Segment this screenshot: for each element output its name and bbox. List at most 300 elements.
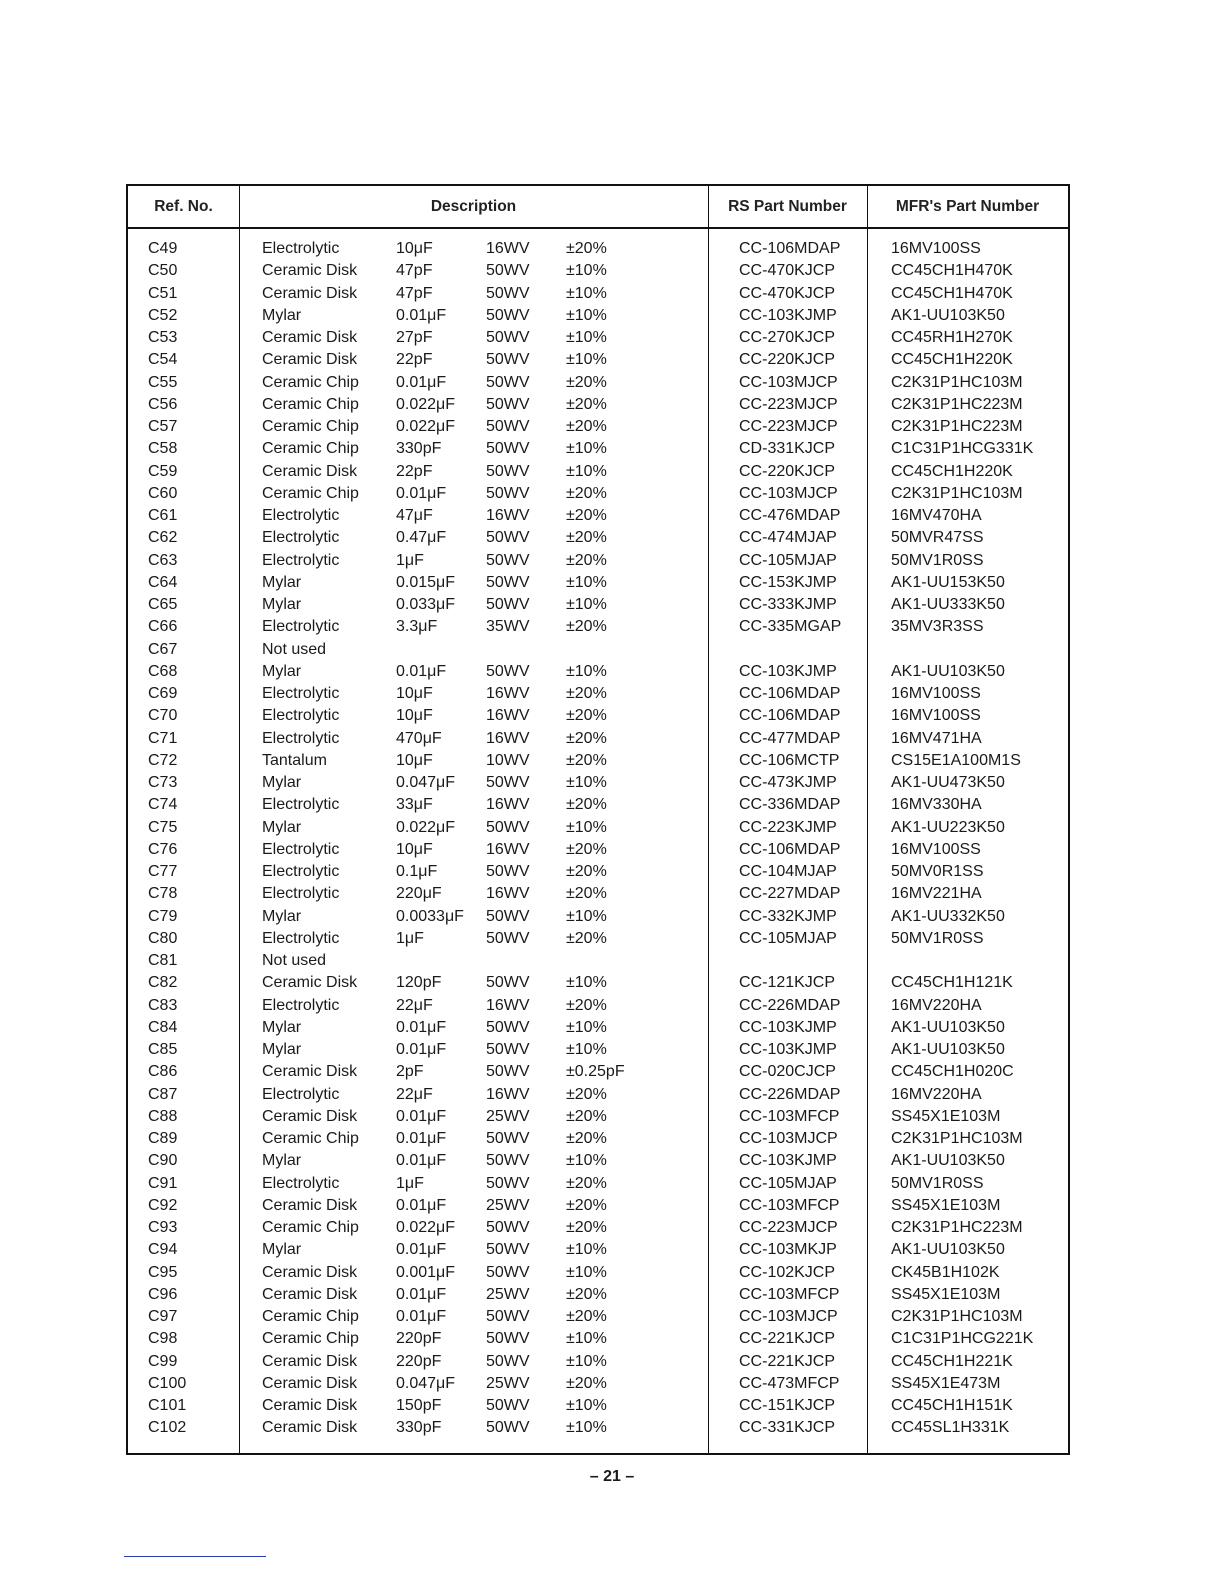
rs-part-number: CC-332KJMP bbox=[739, 907, 837, 925]
ref-no: C94 bbox=[148, 1241, 178, 1259]
table-row bbox=[128, 839, 1068, 861]
description-voltage: 50WV bbox=[486, 284, 530, 302]
description-type: Ceramic Disk bbox=[262, 329, 358, 346]
mfr-part-number: CS15E1A100M1S bbox=[891, 751, 1021, 769]
description-voltage: 16WV bbox=[486, 840, 530, 858]
rs-part-number: CC-335MGAP bbox=[739, 618, 842, 636]
mfr-part-number: AK1-UU103K50 bbox=[891, 306, 1005, 324]
description-type: Ceramic Chip bbox=[262, 1219, 359, 1236]
description-type: Not used bbox=[262, 640, 327, 658]
ref-no: C54 bbox=[148, 351, 178, 369]
description-voltage: 50WV bbox=[486, 1352, 530, 1370]
mfr-part-number: CC45CH1H220K bbox=[891, 351, 1013, 369]
rs-part-number: CC-102KJCP bbox=[739, 1263, 836, 1281]
table-row bbox=[128, 438, 1068, 460]
mfr-part-number: 16MV470HA bbox=[891, 507, 982, 524]
description-value: 0.001μF bbox=[396, 1263, 456, 1281]
ref-no: C79 bbox=[148, 907, 178, 925]
ref-no: C70 bbox=[148, 707, 178, 725]
rs-part-number: CC-470KJCP bbox=[739, 284, 836, 302]
description-tolerance: ±10% bbox=[566, 974, 607, 992]
description-tolerance: ±20% bbox=[566, 863, 607, 880]
description-voltage: 16WV bbox=[486, 707, 530, 725]
ref-no: C77 bbox=[148, 863, 178, 880]
description-tolerance: ±10% bbox=[566, 329, 607, 346]
ref-no: C93 bbox=[148, 1219, 178, 1236]
description-tolerance: ±20% bbox=[566, 707, 607, 725]
description-type: Ceramic Chip bbox=[262, 418, 359, 435]
description-voltage: 16WV bbox=[486, 1085, 530, 1103]
rs-part-number: CC-473MFCP bbox=[739, 1374, 840, 1392]
description-type: Ceramic Disk bbox=[262, 1285, 358, 1303]
rs-part-number: CC-473KJMP bbox=[739, 774, 837, 791]
ref-no: C66 bbox=[148, 618, 178, 636]
table-row bbox=[128, 1195, 1068, 1217]
description-type: Mylar bbox=[262, 1041, 302, 1058]
description-tolerance: ±10% bbox=[566, 1419, 607, 1437]
table-row bbox=[128, 1306, 1068, 1328]
description-type: Electrolytic bbox=[262, 840, 340, 858]
description-voltage: 50WV bbox=[486, 306, 530, 324]
rs-part-number: CC-106MDAP bbox=[739, 685, 841, 702]
description-tolerance: ±20% bbox=[566, 885, 607, 903]
header-divider bbox=[128, 227, 1068, 229]
mfr-part-number: SS45X1E103M bbox=[891, 1196, 1001, 1214]
rs-part-number: CC-106MDAP bbox=[739, 707, 841, 725]
mfr-part-number: CC45RH1H270K bbox=[891, 329, 1013, 346]
table-row bbox=[128, 483, 1068, 505]
rs-part-number: CC-103MFCP bbox=[739, 1107, 840, 1125]
description-value: 0.01μF bbox=[396, 1152, 447, 1170]
rs-part-number: CC-223KJMP bbox=[739, 818, 837, 836]
description-tolerance: ±10% bbox=[566, 818, 607, 836]
rs-part-number: CC-105MJAP bbox=[739, 929, 837, 947]
table-body bbox=[128, 238, 1068, 1440]
table-row bbox=[128, 1262, 1068, 1284]
mfr-part-number: AK1-UU103K50 bbox=[891, 1152, 1005, 1170]
table-row bbox=[128, 349, 1068, 371]
table-row bbox=[128, 1373, 1068, 1395]
mfr-part-number: 50MVR47SS bbox=[891, 529, 984, 547]
description-tolerance: ±20% bbox=[566, 685, 607, 702]
header-description: Description bbox=[430, 198, 517, 215]
mfr-part-number: SS45X1E103M bbox=[891, 1285, 1001, 1303]
mfr-part-number: C2K31P1HC223M bbox=[891, 1219, 1023, 1236]
description-value: 0.47μF bbox=[396, 529, 447, 547]
description-type: Ceramic Chip bbox=[262, 395, 359, 413]
description-voltage: 50WV bbox=[486, 907, 530, 925]
mfr-part-number: CC45SL1H331K bbox=[891, 1419, 1010, 1437]
description-tolerance: ±20% bbox=[566, 240, 607, 257]
description-voltage: 50WV bbox=[486, 863, 530, 880]
description-value: 0.022μF bbox=[396, 1219, 456, 1236]
mfr-part-number: SS45X1E103M bbox=[891, 1107, 1001, 1125]
mfr-part-number: SS45X1E473M bbox=[891, 1374, 1001, 1392]
description-type: Ceramic Disk bbox=[262, 1397, 358, 1414]
description-tolerance: ±20% bbox=[566, 484, 607, 502]
description-tolerance: ±20% bbox=[566, 395, 607, 413]
rs-part-number: CC-103KJMP bbox=[739, 662, 837, 680]
mfr-part-number: 16MV330HA bbox=[891, 796, 982, 814]
table-row bbox=[128, 461, 1068, 483]
description-voltage: 50WV bbox=[486, 596, 530, 613]
description-value: 0.047μF bbox=[396, 774, 456, 791]
mfr-part-number: AK1-UU103K50 bbox=[891, 1241, 1005, 1259]
description-tolerance: ±10% bbox=[566, 774, 607, 791]
rs-part-number: CC-226MDAP bbox=[739, 996, 841, 1014]
table-row bbox=[128, 505, 1068, 527]
description-tolerance: ±20% bbox=[566, 1308, 607, 1325]
rs-part-number: CC-103MJCP bbox=[739, 1308, 838, 1325]
mfr-part-number: AK1-UU103K50 bbox=[891, 1041, 1005, 1058]
description-voltage: 16WV bbox=[486, 240, 530, 257]
description-type: Electrolytic bbox=[262, 1085, 340, 1103]
description-voltage: 50WV bbox=[486, 373, 530, 391]
description-tolerance: ±20% bbox=[566, 1085, 607, 1103]
table-row bbox=[128, 260, 1068, 282]
table-row bbox=[128, 572, 1068, 594]
description-voltage: 50WV bbox=[486, 774, 530, 791]
ref-no: C82 bbox=[148, 974, 178, 992]
ref-no: C99 bbox=[148, 1352, 178, 1370]
description-tolerance: ±10% bbox=[566, 440, 607, 458]
table-row bbox=[128, 950, 1068, 972]
description-type: Electrolytic bbox=[262, 929, 340, 947]
header-mfr-part-number: MFR's Part Number bbox=[895, 198, 1040, 215]
mfr-part-number: 16MV220HA bbox=[891, 1085, 982, 1103]
rs-part-number: CC-103KJMP bbox=[739, 1041, 837, 1058]
rs-part-number: CC-331KJCP bbox=[739, 1419, 836, 1437]
description-tolerance: ±10% bbox=[566, 1352, 607, 1370]
description-voltage: 50WV bbox=[486, 329, 530, 346]
rs-part-number: CC-103KJMP bbox=[739, 1152, 837, 1170]
description-voltage: 50WV bbox=[486, 418, 530, 435]
description-voltage: 50WV bbox=[486, 551, 530, 569]
description-voltage: 35WV bbox=[486, 618, 530, 636]
ref-no: C55 bbox=[148, 373, 178, 391]
mfr-part-number: AK1-UU103K50 bbox=[891, 662, 1005, 680]
rs-part-number: CC-223MJCP bbox=[739, 1219, 838, 1236]
description-type: Electrolytic bbox=[262, 996, 340, 1014]
ref-no: C84 bbox=[148, 1018, 178, 1036]
rs-part-number: CC-223MJCP bbox=[739, 395, 838, 413]
description-voltage: 50WV bbox=[486, 1130, 530, 1147]
mfr-part-number: CC45CH1H470K bbox=[891, 262, 1013, 280]
ref-no: C80 bbox=[148, 929, 178, 947]
description-type: Tantalum bbox=[262, 751, 327, 769]
description-tolerance: ±0.25pF bbox=[566, 1063, 625, 1081]
description-tolerance: ±10% bbox=[566, 1152, 607, 1170]
table-row bbox=[128, 661, 1068, 683]
description-tolerance: ±20% bbox=[566, 551, 607, 569]
description-value: 0.01μF bbox=[396, 1241, 447, 1259]
ref-no: C100 bbox=[148, 1374, 187, 1392]
description-tolerance: ±10% bbox=[566, 1397, 607, 1414]
description-value: 0.01μF bbox=[396, 1196, 447, 1214]
description-value: 0.01μF bbox=[396, 1018, 447, 1036]
mfr-part-number: 16MV471HA bbox=[891, 729, 982, 747]
description-value: 0.01μF bbox=[396, 662, 447, 680]
description-value: 120pF bbox=[396, 974, 442, 992]
description-type: Electrolytic bbox=[262, 618, 340, 636]
ref-no: C73 bbox=[148, 774, 178, 791]
mfr-part-number: C2K31P1HC223M bbox=[891, 395, 1023, 413]
ref-no: C86 bbox=[148, 1063, 178, 1081]
description-type: Electrolytic bbox=[262, 796, 340, 814]
mfr-part-number: C2K31P1HC103M bbox=[891, 484, 1023, 502]
table-row bbox=[128, 728, 1068, 750]
description-value: 470μF bbox=[396, 729, 442, 747]
description-tolerance: ±20% bbox=[566, 929, 607, 947]
description-value: 0.01μF bbox=[396, 373, 447, 391]
description-voltage: 25WV bbox=[486, 1196, 530, 1214]
mfr-part-number: CK45B1H102K bbox=[891, 1263, 1000, 1281]
description-type: Ceramic Disk bbox=[262, 1063, 358, 1081]
rs-part-number: CC-476MDAP bbox=[739, 507, 841, 524]
description-type: Electrolytic bbox=[262, 885, 340, 903]
ref-no: C91 bbox=[148, 1174, 178, 1192]
description-tolerance: ±20% bbox=[566, 1107, 607, 1125]
description-type: Ceramic Disk bbox=[262, 351, 358, 369]
description-value: 0.01μF bbox=[396, 1285, 447, 1303]
table-row bbox=[128, 750, 1068, 772]
description-value: 47μF bbox=[396, 507, 433, 524]
table-row bbox=[128, 1039, 1068, 1061]
description-value: 0.01μF bbox=[396, 1308, 447, 1325]
description-value: 10μF bbox=[396, 685, 433, 702]
description-type: Mylar bbox=[262, 818, 302, 836]
ref-no: C95 bbox=[148, 1263, 178, 1281]
rs-part-number: CC-474MJAP bbox=[739, 529, 837, 547]
description-voltage: 50WV bbox=[486, 1263, 530, 1281]
ref-no: C83 bbox=[148, 996, 178, 1014]
description-tolerance: ±20% bbox=[566, 418, 607, 435]
description-value: 22μF bbox=[396, 1085, 433, 1103]
rs-part-number: CC-103MFCP bbox=[739, 1196, 840, 1214]
mfr-part-number: AK1-UU333K50 bbox=[891, 596, 1005, 613]
ref-no: C85 bbox=[148, 1041, 178, 1058]
table-row bbox=[128, 238, 1068, 260]
description-voltage: 50WV bbox=[486, 484, 530, 502]
ref-no: C58 bbox=[148, 440, 178, 458]
description-type: Ceramic Disk bbox=[262, 1196, 358, 1214]
description-value: 0.01μF bbox=[396, 1041, 447, 1058]
table-row bbox=[128, 372, 1068, 394]
mfr-part-number: CC45CH1H121K bbox=[891, 974, 1013, 992]
description-voltage: 50WV bbox=[486, 662, 530, 680]
mfr-part-number: CC45CH1H470K bbox=[891, 284, 1013, 302]
rs-part-number: CC-103MKJP bbox=[739, 1241, 837, 1259]
ref-no: C69 bbox=[148, 685, 178, 702]
description-value: 47pF bbox=[396, 284, 433, 302]
description-type: Ceramic Disk bbox=[262, 462, 358, 480]
description-type: Electrolytic bbox=[262, 240, 340, 257]
description-value: 150pF bbox=[396, 1397, 442, 1414]
table-row bbox=[128, 1061, 1068, 1083]
table-row bbox=[128, 1106, 1068, 1128]
description-voltage: 25WV bbox=[486, 1285, 530, 1303]
description-voltage: 16WV bbox=[486, 507, 530, 524]
ref-no: C98 bbox=[148, 1330, 178, 1348]
description-tolerance: ±10% bbox=[566, 1241, 607, 1259]
description-value: 330pF bbox=[396, 440, 442, 458]
table-row bbox=[128, 1128, 1068, 1150]
mfr-part-number: C1C31P1HCG221K bbox=[891, 1330, 1034, 1348]
rs-part-number: CC-105MJAP bbox=[739, 1174, 837, 1192]
description-type: Ceramic Chip bbox=[262, 440, 359, 458]
description-tolerance: ±10% bbox=[566, 662, 607, 680]
mfr-part-number: C2K31P1HC223M bbox=[891, 418, 1023, 435]
description-type: Electrolytic bbox=[262, 551, 340, 569]
mfr-part-number: C2K31P1HC103M bbox=[891, 373, 1023, 391]
description-voltage: 16WV bbox=[486, 796, 530, 814]
header-ref-no: Ref. No. bbox=[154, 198, 213, 215]
description-voltage: 50WV bbox=[486, 1397, 530, 1414]
description-tolerance: ±10% bbox=[566, 284, 607, 302]
mfr-part-number: 16MV100SS bbox=[891, 840, 981, 858]
mfr-part-number: 16MV100SS bbox=[891, 240, 981, 257]
description-type: Mylar bbox=[262, 1018, 302, 1036]
header-rs-part-number: RS Part Number bbox=[728, 198, 847, 215]
rs-part-number: CC-105MJAP bbox=[739, 551, 837, 569]
rs-part-number: CC-103MJCP bbox=[739, 1130, 838, 1147]
rs-part-number: CC-477MDAP bbox=[739, 729, 841, 747]
ref-no: C76 bbox=[148, 840, 178, 858]
description-voltage: 16WV bbox=[486, 996, 530, 1014]
ref-no: C78 bbox=[148, 885, 178, 903]
description-tolerance: ±20% bbox=[566, 618, 607, 636]
description-value: 0.022μF bbox=[396, 418, 456, 435]
description-value: 22pF bbox=[396, 462, 433, 480]
table-row bbox=[128, 1173, 1068, 1195]
description-type: Ceramic Disk bbox=[262, 1374, 358, 1392]
description-value: 0.01μF bbox=[396, 1107, 447, 1125]
description-type: Mylar bbox=[262, 774, 302, 791]
ref-no: C71 bbox=[148, 729, 178, 747]
description-tolerance: ±20% bbox=[566, 729, 607, 747]
ref-no: C89 bbox=[148, 1130, 178, 1147]
description-type: Mylar bbox=[262, 662, 302, 680]
description-type: Not used bbox=[262, 952, 327, 969]
description-type: Ceramic Disk bbox=[262, 1352, 358, 1370]
description-voltage: 16WV bbox=[486, 729, 530, 747]
ref-no: C72 bbox=[148, 751, 178, 769]
rs-part-number: CC-106MDAP bbox=[739, 240, 841, 257]
description-value: 0.015μF bbox=[396, 573, 456, 591]
description-value: 0.022μF bbox=[396, 818, 456, 836]
description-value: 220μF bbox=[396, 885, 442, 903]
description-voltage: 50WV bbox=[486, 818, 530, 836]
table-row bbox=[128, 1351, 1068, 1373]
mfr-part-number: 50MV1R0SS bbox=[891, 929, 984, 947]
ref-no: C87 bbox=[148, 1085, 178, 1103]
description-tolerance: ±10% bbox=[566, 462, 607, 480]
description-type: Ceramic Disk bbox=[262, 1419, 358, 1437]
description-tolerance: ±10% bbox=[566, 573, 607, 591]
ref-no: C102 bbox=[148, 1419, 187, 1437]
mfr-part-number: 16MV100SS bbox=[891, 685, 981, 702]
table-row bbox=[128, 327, 1068, 349]
ref-no: C101 bbox=[148, 1397, 187, 1414]
rs-part-number: CC-221KJCP bbox=[739, 1330, 836, 1348]
description-voltage: 50WV bbox=[486, 929, 530, 947]
table-row bbox=[128, 995, 1068, 1017]
table-row bbox=[128, 1239, 1068, 1261]
description-type: Electrolytic bbox=[262, 863, 340, 880]
description-type: Electrolytic bbox=[262, 1174, 340, 1192]
mfr-part-number: CC45CH1H220K bbox=[891, 462, 1013, 480]
description-value: 330pF bbox=[396, 1419, 442, 1437]
description-type: Mylar bbox=[262, 1152, 302, 1170]
description-value: 10μF bbox=[396, 707, 433, 725]
rs-part-number: CC-104MJAP bbox=[739, 863, 837, 880]
table-row bbox=[128, 861, 1068, 883]
mfr-part-number: CC45CH1H151K bbox=[891, 1397, 1013, 1414]
description-value: 10μF bbox=[396, 240, 433, 257]
description-type: Ceramic Chip bbox=[262, 1308, 359, 1325]
ref-no: C67 bbox=[148, 640, 178, 658]
description-voltage: 50WV bbox=[486, 462, 530, 480]
rs-part-number: CC-223MJCP bbox=[739, 418, 838, 435]
description-value: 10μF bbox=[396, 840, 433, 858]
description-value: 220pF bbox=[396, 1330, 442, 1348]
description-tolerance: ±20% bbox=[566, 1130, 607, 1147]
description-tolerance: ±10% bbox=[566, 351, 607, 369]
mfr-part-number: AK1-UU223K50 bbox=[891, 818, 1005, 836]
rs-part-number: CC-106MDAP bbox=[739, 840, 841, 858]
table-row bbox=[128, 1417, 1068, 1439]
rs-part-number: CC-103KJMP bbox=[739, 306, 837, 324]
table-row bbox=[128, 817, 1068, 839]
description-type: Ceramic Chip bbox=[262, 1130, 359, 1147]
table-row bbox=[128, 1328, 1068, 1350]
description-type: Mylar bbox=[262, 596, 302, 613]
description-voltage: 50WV bbox=[486, 1018, 530, 1036]
rs-part-number: CC-221KJCP bbox=[739, 1352, 836, 1370]
description-tolerance: ±10% bbox=[566, 907, 607, 925]
description-type: Ceramic Disk bbox=[262, 974, 358, 992]
table-row bbox=[128, 1017, 1068, 1039]
mfr-part-number: C1C31P1HCG331K bbox=[891, 440, 1034, 458]
table-row bbox=[128, 1084, 1068, 1106]
ref-no: C62 bbox=[148, 529, 178, 547]
description-value: 27pF bbox=[396, 329, 433, 346]
description-type: Mylar bbox=[262, 907, 302, 925]
description-value: 0.01μF bbox=[396, 1130, 447, 1147]
rs-part-number: CC-103MFCP bbox=[739, 1285, 840, 1303]
rs-part-number: CC-220KJCP bbox=[739, 351, 836, 369]
description-tolerance: ±10% bbox=[566, 1263, 607, 1281]
mfr-part-number: C2K31P1HC103M bbox=[891, 1130, 1023, 1147]
table-row bbox=[128, 794, 1068, 816]
description-value: 0.0033μF bbox=[396, 907, 464, 925]
description-type: Electrolytic bbox=[262, 729, 340, 747]
rs-part-number: CC-226MDAP bbox=[739, 1085, 841, 1103]
description-type: Electrolytic bbox=[262, 707, 340, 725]
table-row bbox=[128, 527, 1068, 549]
ref-no: C49 bbox=[148, 240, 178, 257]
description-type: Ceramic Chip bbox=[262, 484, 359, 502]
ref-no: C74 bbox=[148, 796, 178, 814]
description-voltage: 50WV bbox=[486, 395, 530, 413]
ref-no: C64 bbox=[148, 573, 178, 591]
table-row bbox=[128, 705, 1068, 727]
description-type: Ceramic Chip bbox=[262, 1330, 359, 1348]
description-value: 0.047μF bbox=[396, 1374, 456, 1392]
mfr-part-number: 50MV0R1SS bbox=[891, 863, 984, 880]
description-tolerance: ±10% bbox=[566, 1330, 607, 1348]
ref-no: C97 bbox=[148, 1308, 178, 1325]
